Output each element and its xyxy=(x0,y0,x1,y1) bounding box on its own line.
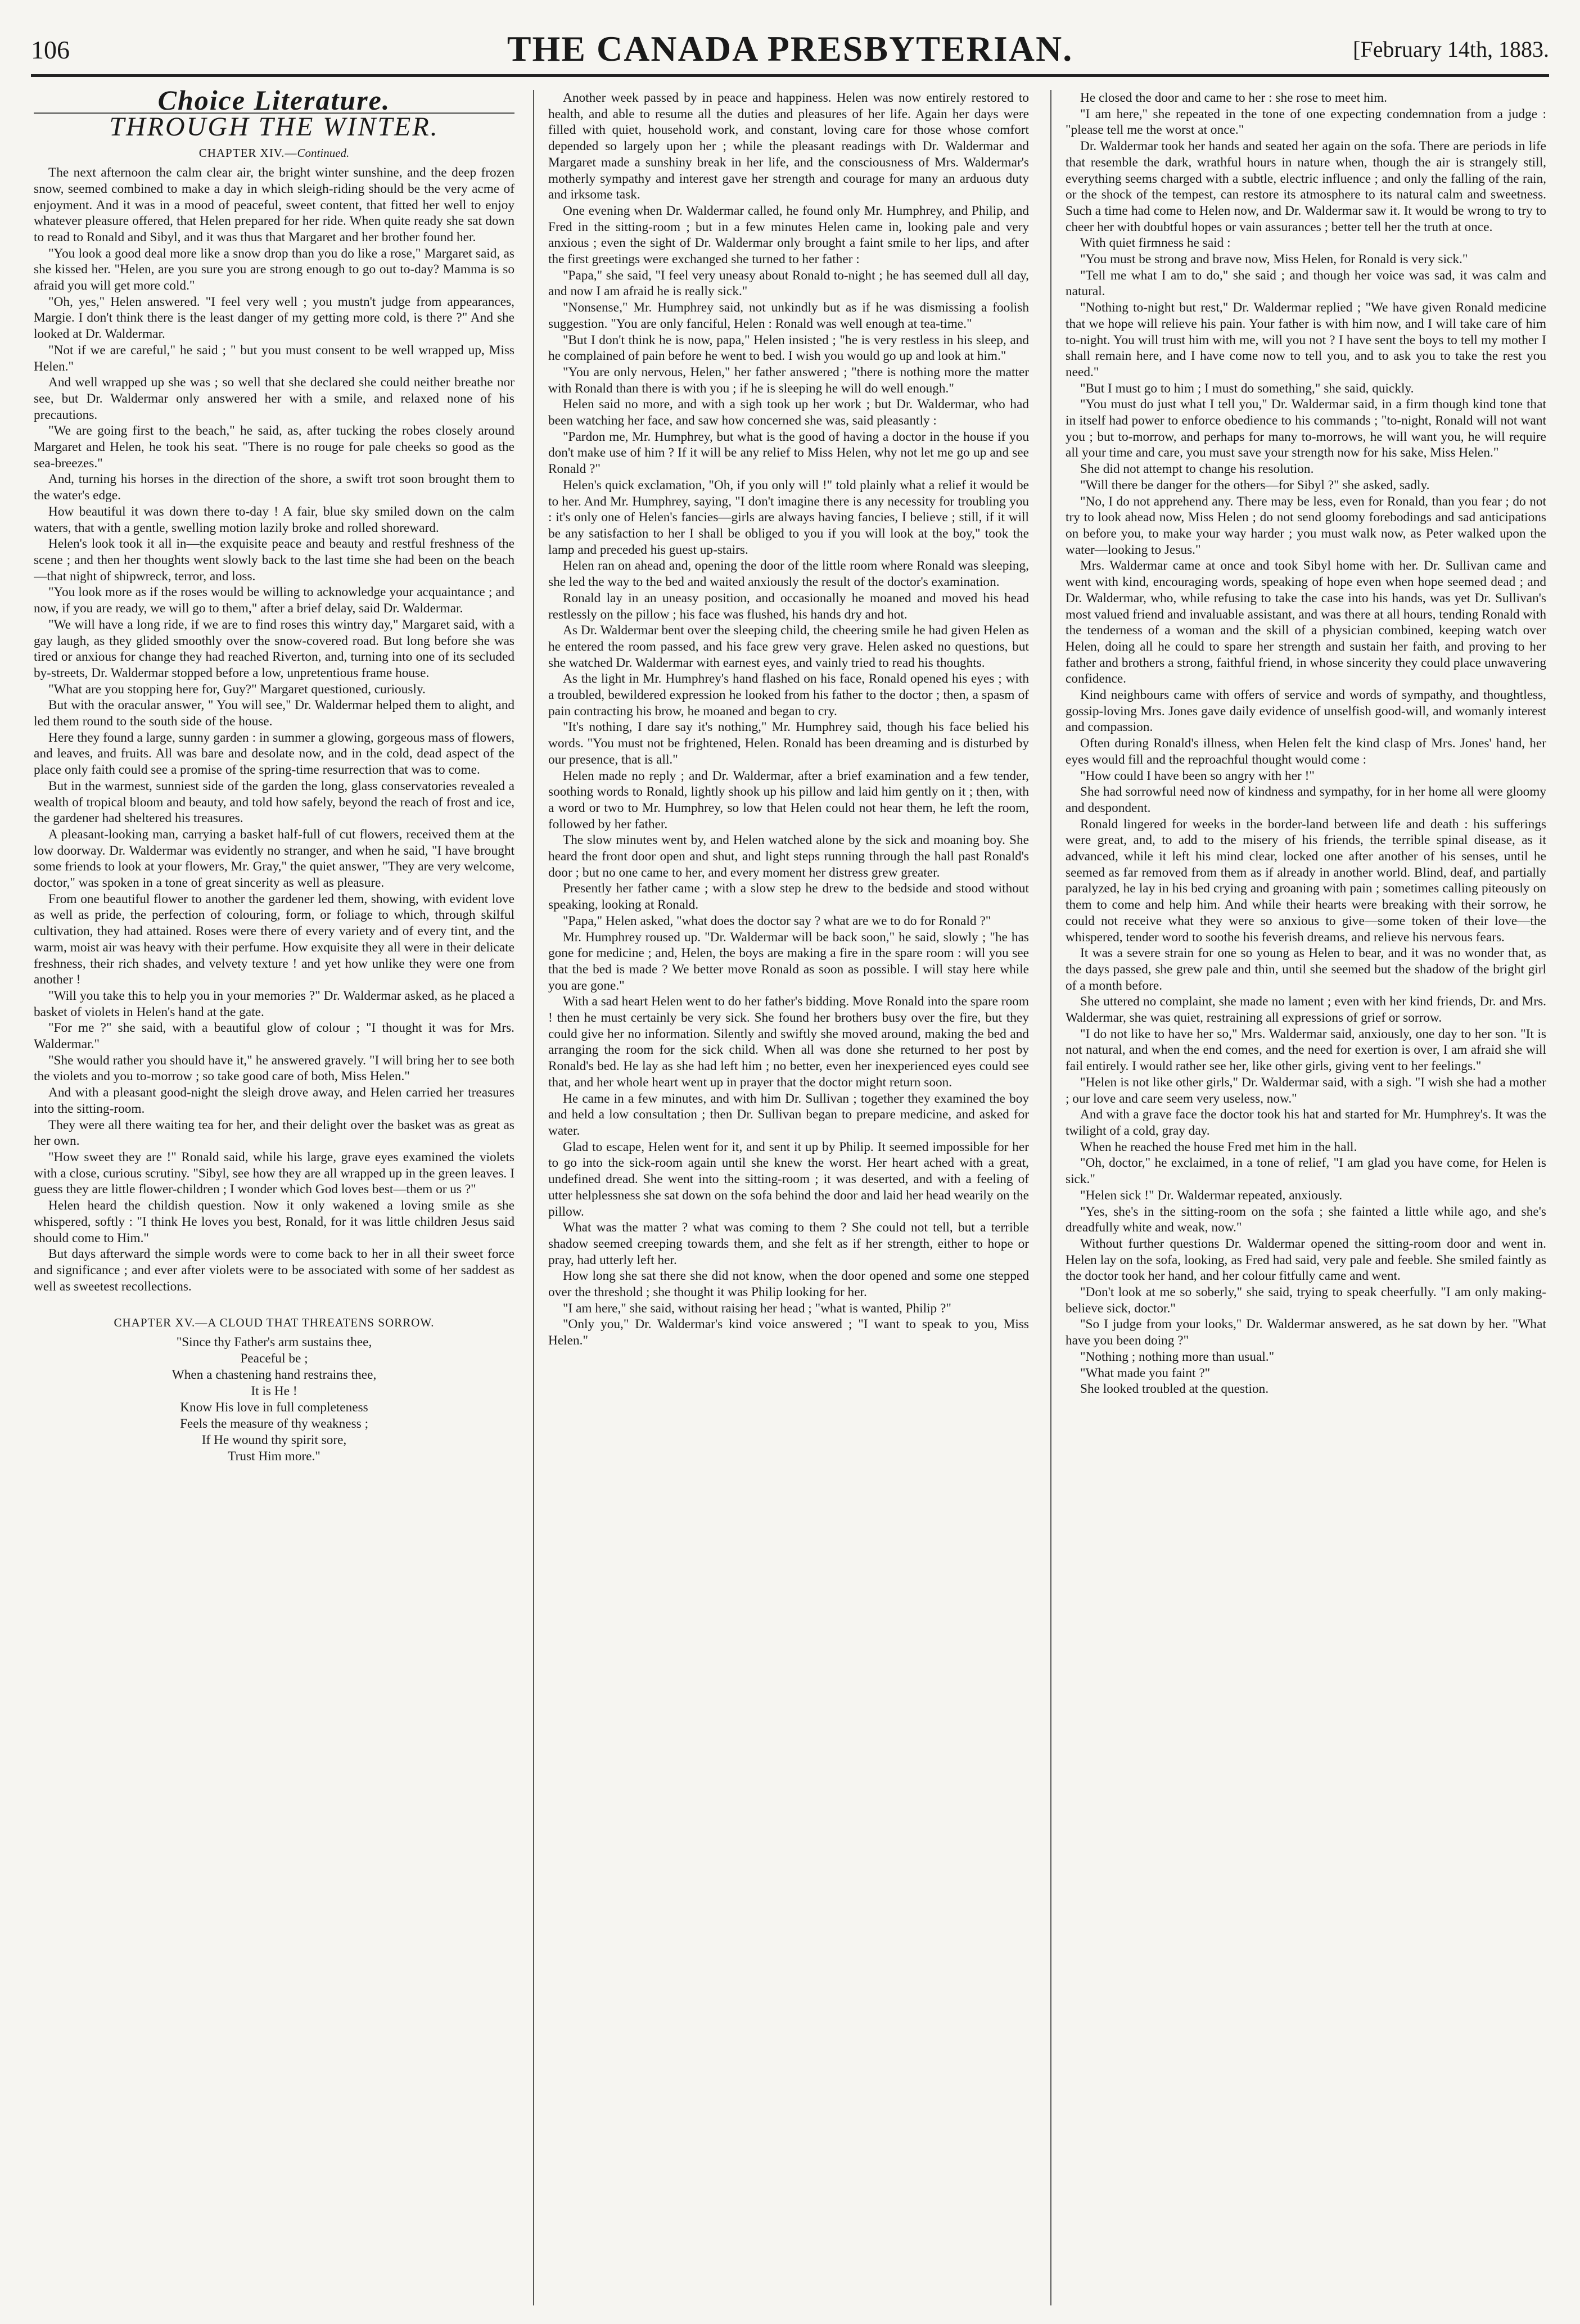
paragraph: Helen's look took it all in—the exquisite peace and beauty and restful freshness of the scene ; and then her thoughts went slowly back to the last time she had been on the beach—that night of shipwreck, terror, and loss. xyxy=(34,536,514,584)
paragraph: She looked troubled at the question. xyxy=(1080,1382,1269,1397)
paragraph: Ronald lay in an uneasy position, and occasionally he moaned and moved his head restlessly on the pillow ; his face was flushed, his hands dry and hot. xyxy=(548,590,1029,622)
paragraph: It was a severe strain for one so young as Helen to bear, and it was no wonder that, as the days passed, she grew pale and thin, until she seemed but the shadow of the bright girl of a month before. xyxy=(1066,946,1546,993)
paragraph: "You are only nervous, Helen," her father answered ; "there is nothing more the matter with Ronald than there is with you ; if he is sleeping he will do well enough." xyxy=(548,364,1029,396)
paragraph: "It's nothing, I dare say it's nothing," Mr. Humphrey said, though his face belied his words. "You must not be frightened, Helen. Ronald has been dreaming and is disturbed by our presence, that is all." xyxy=(548,720,1029,767)
paragraph: Helen heard the childish question. Now it only wakened a loving smile as she whispered, softly : "I think He loves you best, Ronald, for it was little children Jesus said should come to Him." xyxy=(34,1198,514,1246)
paragraph: She uttered no complaint, she made no lament ; even with her kind friends, Dr. and Mrs. Waldermar, she was quiet, restraining all expressions of grief or sorrow. xyxy=(1066,994,1546,1026)
story-title: THROUGH THE WINTER. xyxy=(109,111,439,142)
paragraph: "Not if we are careful," he said ; " but you must consent to be well wrapped up, Miss Helen." xyxy=(34,342,514,374)
paragraph: Often during Ronald's illness, when Helen felt the kind clasp of Mrs. Jones' hand, her eyes would fill and the reproachful thought would come : xyxy=(1066,736,1546,767)
paragraph: With quiet firmness he said : xyxy=(1080,236,1231,251)
paragraph: "We are going first to the beach," he said, as, after tucking the robes closely around Margaret and Helen, he took his seat. "There is no rouge for pale cheeks so good as the sea-breezes." xyxy=(34,423,514,471)
paragraph: What was the matter ? what was coming to them ? She could not tell, but a terrible shadow seemed creeping towards them, and she felt as if her strength, either to hope or pray, had utterly left her. xyxy=(548,1220,1029,1267)
paragraph: "Papa," Helen asked, "what does the doctor say ? what are we to do for Ronald ?" xyxy=(563,913,991,928)
column-2 xyxy=(548,90,1029,2305)
paragraph: When he reached the house Fred met him in the hall. xyxy=(1080,1139,1357,1154)
paragraph: "Oh, yes," Helen answered. "I feel very well ; you mustn't judge from appearances, Margie. I don't think there is the least danger of my getting more cold, is there ?" And she looked at Dr. Waldermar. xyxy=(34,294,514,342)
poem-line: It is He ! xyxy=(251,1384,297,1399)
masthead: THE CANADA PRESBYTERIAN. xyxy=(507,29,1073,69)
poem-line: Feels the measure of thy weakness ; xyxy=(179,1416,369,1432)
paragraph: And well wrapped up she was ; so well that she declared she could neither breathe nor see, but Dr. Waldermar only answered her with a smile, and relaxed none of his precautions. xyxy=(34,375,514,422)
paragraph: Glad to escape, Helen went for it, and sent it up by Philip. It seemed impossible for her to go into the sick-room again until she knew the worst. Her heart ached with a great, undefined dread. She went into the sitting-room ; it was deserted, and with a feeling of utter helplessness she sat down on the sofa behind the door and laid her head wearily on the pillow. xyxy=(548,1139,1029,1219)
paragraph: "How sweet they are !" Ronald said, while his large, grave eyes examined the violets with a close, curious scrutiny. "Sibyl, see how they are all wrapped up in the green leaves. I guess they are little flower-children ; I wonder which God loves best—them or us ?" xyxy=(34,1150,514,1197)
paragraph: "Yes, she's in the sitting-room on the sofa ; she fainted a little while ago, and she's dreadfully white and weak, now." xyxy=(1066,1204,1546,1235)
paragraph: The next afternoon the calm clear air, the bright winter sunshine, and the deep frozen snow, seemed combined to make a day in which sleigh-riding should be the very acme of enjoyment. And it was in a mood of peaceful, sweet content, that fitted her well to enjoy whatever pleasure offered, that Helen prepared for her ride. When quite ready she sat down to read to Ronald and Sibyl, and it was thus that Margaret and her brother found her. xyxy=(34,165,514,245)
column-3 xyxy=(1066,90,1546,2305)
section-title: Choice Literature. xyxy=(34,92,514,114)
column-3-body xyxy=(1066,90,1546,1397)
paragraph: As the light in Mr. Humphrey's hand flashed on his face, Ronald opened his eyes ; with a troubled, bewildered expression he looked from his father to the doctor ; then, a spasm of pain contracting his brow, he moaned and began to cry. xyxy=(548,671,1029,719)
paragraph: "How could I have been so angry with her !" xyxy=(1080,768,1315,783)
paragraph: "Only you," Dr. Waldermar's kind voice answered ; "I want to speak to you, Miss Helen." xyxy=(548,1317,1029,1348)
paragraph: As Dr. Waldermar bent over the sleeping child, the cheering smile he had given Helen as he entered the room passed, and his face grew very grave. Helen asked no questions, but she watched Dr. Waldermar with earnest eyes, and vainly tried to read his thoughts. xyxy=(548,623,1029,670)
paragraph: "Oh, doctor," he exclaimed, in a tone of relief, "I am glad you have come, for Helen is sick." xyxy=(1066,1156,1546,1187)
paragraph: Presently her father came ; with a slow step he drew to the bedside and stood without speaking, looking at Ronald. xyxy=(548,881,1029,913)
paragraph: "But I don't think he is now, papa," Helen insisted ; "he is very restless in his sleep, and he complained of pain before he went to bed. I wish you would go up and look at him." xyxy=(548,332,1029,364)
paragraph: "Will you take this to help you in your memories ?" Dr. Waldermar asked, as he placed a basket of violets in Helen's hand at the gate. xyxy=(34,988,514,1019)
paragraph: "She would rather you should have it," he answered gravely. "I will bring her to see both the violets and you to-morrow ; so take good care of both, Miss Helen." xyxy=(34,1053,514,1084)
paragraph: How beautiful it was down there to-day ! A fair, blue sky smiled down on the calm waters, that with a gentle, swelling motion lazily broke and rolled shoreward. xyxy=(34,504,514,535)
chapter-heading xyxy=(34,145,514,161)
paragraph: And with a pleasant good-night the sleigh drove away, and Helen carried her treasures into the sitting-room. xyxy=(34,1085,514,1116)
paragraph: "You look a good deal more like a snow drop than you do like a rose," Margaret said, as she kissed her. "Helen, are you sure you are strong enough to go out to-day? Mamma is so afraid you will get more cold." xyxy=(34,246,514,294)
paragraph: Mr. Humphrey roused up. "Dr. Waldermar will be back soon," he said, slowly ; "he has gone for medicine ; and, Helen, the boys are making a fire in the spare room : will you see that the bed is made ? We better move Ronald as soon as possible. I will stay here while you are gone." xyxy=(548,929,1029,993)
paragraph: Kind neighbours came with offers of service and words of sympathy, and thoughtless, gossip-loving Mrs. Jones gave daily evidence of unselfish good-will, and womanly interest and compassion. xyxy=(1066,688,1546,735)
paragraph: "Helen sick !" Dr. Waldermar repeated, anxiously. xyxy=(1080,1188,1343,1203)
paragraph: She did not attempt to change his resolution. xyxy=(1080,462,1314,477)
paragraph: "You must do just what I tell you," Dr. Waldermar said, in a firm though kind tone that in itself had power to enforce obedience to his commands ; "to-night, Ronald will not want you ; but to-morrow, and perhaps for many to-morrows, he will want you, he will require all your time and care, you must save your strength now for his sake, Miss Helen." xyxy=(1066,397,1546,461)
paragraph: From one beautiful flower to another the gardener led them, showing, with evident love as well as pride, the perfection of colouring, form, or foliage to which, through skilful cultivation, they had attained. Roses were there of every variety and of every tint, and the warm, moist air was heavy with their perfume. How exquisite they all were in their delicate freshness, their rich shades, and velvety texture ! and yet how unlike they were one from another ! xyxy=(34,891,514,987)
paragraph: "Tell me what I am to do," she said ; and though her voice was sad, it was calm and natural. xyxy=(1066,268,1546,299)
column-1 xyxy=(34,90,514,2305)
paragraph: "Papa," she said, "I feel very uneasy about Ronald to-night ; he has seemed dull all day, and now I am afraid he is really sick." xyxy=(548,268,1029,299)
paragraph: Here they found a large, sunny garden : in summer a glowing, gorgeous mass of flowers, and leaves, and fruits. All was bare and desolate now, and in the cold, dead aspect of the place only faith could see a promise of the spring-time resurrection that was to come. xyxy=(34,730,514,778)
paragraph: But in the warmest, sunniest side of the garden the long, glass conservatories revealed a wealth of tropical bloom and beauty, and told how safely, beyond the reach of frost and ice, the gardener had sheltered his treasures. xyxy=(34,778,514,826)
column-rule xyxy=(1050,90,1051,2305)
paragraph: "I am here," she said, without raising her head ; "what is wanted, Philip ?" xyxy=(563,1301,951,1316)
paragraph: "Nothing to-night but rest," Dr. Waldermar replied ; "We have given Ronald medicine that we hope will relieve his pain. Your father is with him now, and I will take care of him to-night. You will trust him with me, will you not ? I have sent the boys to tell my mother I shall remain here, and I have come now to tell you, and to ask you to take the rest you need." xyxy=(1066,300,1546,380)
page-header xyxy=(31,24,1549,77)
paragraph: They were all there waiting tea for her, and their delight over the basket was as great as her own. xyxy=(34,1117,514,1149)
poem-line: Peaceful be ; xyxy=(240,1351,308,1366)
chapter-label: CHAPTER XIV.— xyxy=(198,146,297,160)
issue-date: [February 14th, 1883. xyxy=(1353,37,1549,62)
paragraph: A pleasant-looking man, carrying a basket half-full of cut flowers, received them at the low doorway. Dr. Waldermar was evidently no stranger, and when he said, "I have brought some friends to look at your flowers, Mr. Gray," the quiet answer, "They are very welcome, doctor," was spoken in a tone of great sincerity as well as pleasure. xyxy=(34,827,514,891)
paragraph: "What made you faint ?" xyxy=(1080,1365,1211,1380)
paragraph: But days afterward the simple words were to come back to her in all their sweet force and significance ; and ever after violets were to be associated with some of her saddest as well as sweetest recollections. xyxy=(34,1247,514,1294)
paragraph: Helen ran on ahead and, opening the door of the little room where Ronald was sleeping, she led the way to the bed and waited anxiously the result of the doctor's examination. xyxy=(548,558,1029,590)
poem-line: "Since thy Father's arm sustains thee, xyxy=(176,1335,372,1350)
paragraph: How long she sat there she did not know, when the door opened and some one stepped over the threshold ; she thought it was Philip looking for her. xyxy=(548,1269,1029,1300)
paragraph: "Don't look at me so soberly," she said, trying to speak cheerfully. "I am only making-believe sick, doctor." xyxy=(1066,1285,1546,1316)
paragraph: The slow minutes went by, and Helen watched alone by the sick and moaning boy. She heard the front door open and shut, and light steps running through the hall past Ronald's door ; but no one came to her, and every moment her distress grew greater. xyxy=(548,833,1029,880)
paragraph: Mrs. Waldermar came at once and took Sibyl home with her. Dr. Sullivan came and went with kind, encouraging words, speaking of hope even when hope seemed dead ; and Dr. Waldermar, who, while refusing to take the case into his hands, was yet Dr. Sullivan's most valued friend and invaluable assistant, and was there at all hours, tending Ronald with the tenderness of a woman and the skill of a physician combined, keeping watch over Helen, doing all he could to spare her strength and sustain her faith, and proving to her father and brothers a strong, faithful friend, in whose sincerity they could place unwavering confidence. xyxy=(1066,558,1546,687)
paragraph: "What are you stopping here for, Guy?" Margaret questioned, curiously. xyxy=(48,682,426,697)
paragraph: With a sad heart Helen went to do her father's bidding. Move Ronald into the spare room ! then he must certainly be very sick. She found her brothers busy over the fire, but they could give her no information. Silently and swiftly she moved around, making the bed and arranging the room for the sick child. When all was done she returned to her post by Ronald's bed. He lay as she had left him ; no better, even her inexperienced eyes could see that, and her whole heart went up in prayer that the doctor might return soon. xyxy=(548,994,1029,1090)
paragraph: He came in a few minutes, and with him Dr. Sullivan ; together they examined the boy and held a low consultation ; then Dr. Sullivan began to prepare medicine, and asked for water. xyxy=(548,1091,1029,1138)
paragraph: "Helen is not like other girls," Dr. Waldermar said, with a sigh. "I wish she had a mother ; our love and care seem very useless, now." xyxy=(1066,1075,1546,1106)
paragraph: "Nothing ; nothing more than usual." xyxy=(1080,1349,1275,1364)
poem-line: When a chastening hand restrains thee, xyxy=(171,1368,377,1383)
poem-line: If He wound thy spirit sore, xyxy=(201,1433,347,1448)
paragraph: "You must be strong and brave now, Miss Helen, for Ronald is very sick." xyxy=(1080,252,1468,267)
paragraph: "For me ?" she said, with a beautiful glow of colour ; "I thought it was for Mrs. Waldermar." xyxy=(34,1021,514,1052)
paragraph: "But I must go to him ; I must do something," she said, quickly. xyxy=(1080,381,1414,396)
column-1-body xyxy=(34,165,514,1294)
paragraph: "Will there be danger for the others—for Sibyl ?" she asked, sadly. xyxy=(1080,477,1430,493)
poem xyxy=(34,1334,514,1465)
paragraph: One evening when Dr. Waldermar called, he found only Mr. Humphrey, and Philip, and Fred in the sitting-room ; but in a few minutes Helen came in, looking pale and very anxious ; even the sight of Dr. Waldermar only brought a faint smile to her lips, and after the first greetings were exchanged she turned to her father : xyxy=(548,203,1029,267)
chapter-continued: Continued. xyxy=(297,146,350,160)
paragraph: He closed the door and came to her : she rose to meet him. xyxy=(1080,91,1388,105)
paragraph: And, turning his horses in the direction of the shore, a swift trot soon brought them to the water's edge. xyxy=(34,472,514,503)
paragraph: "No, I do not apprehend any. There may be less, even for Ronald, than you fear ; do not try to look ahead now, Miss Helen ; do not send gloomy forebodings and sad anticipations on before you, to make your way harder ; you must walk now, as Peter walked upon the water—looking to Jesus." xyxy=(1066,494,1546,557)
paragraph: She had sorrowful need now of kindness and sympathy, for in her home all were gloomy and despondent. xyxy=(1066,784,1546,815)
paragraph: But with the oracular answer, " You will see," Dr. Waldermar helped them to alight, and led them round to the south side of the house. xyxy=(34,698,514,729)
paragraph: Ronald lingered for weeks in the border-land between life and death : his sufferings were great, and, to add to the misery of his friends, the terrible spinal disease, as it advanced, while it left his mind clear, locked one after another of his senses, until he seemed as far removed from them as if already in another world. Blind, deaf, and partially paralyzed, he lay in his bed crying and groaning with pain ; sometimes calling piteously on them to come and help him. And while their hearts were breaking with their sorrow, he could not receive what they were so anxious to give—some token of their love—the whispered, tender word to soothe his feverish dreams, and relieve his nervous fears. xyxy=(1066,816,1546,945)
paragraph: Without further questions Dr. Waldermar opened the sitting-room door and went in. Helen lay on the sofa, looking, as Fred had said, very pale and feeble. She smiled faintly as the doctor took her hand, and her colour fitfully came and went. xyxy=(1066,1236,1546,1284)
poem-line: Trust Him more." xyxy=(228,1449,320,1464)
page-number: 106 xyxy=(31,35,70,64)
paragraph: "We will have a long ride, if we are to find roses this wintry day," Margaret said, with a gay laugh, as they glided smoothly over the snow-covered road. But long before she was tired or anxious for change they had reached Riverton, and, turning into one of its secluded by-streets, Dr. Waldermar stopped before a low, unpretentious frame house. xyxy=(34,617,514,680)
paragraph: "Pardon me, Mr. Humphrey, but what is the good of having a doctor in the house if you don't make use of him ? If it will be any relief to Miss Helen, why not let me go up and see Ronald ?" xyxy=(548,429,1029,477)
paragraph: Dr. Waldermar took her hands and seated her again on the sofa. There are periods in life that resemble the dark, wrathful hours in nature when, though the air is strangely still, everything seems charged with a subtle, electric influence ; and only the falling of the rain, or the shock of the tempest, can restore its atmosphere to its natural calm and sweetness. Such a time had come to Helen now, and Dr. Waldermar saw it. It would be wrong to try to cheer her with doubtful hopes or vain assurances ; better tell her the truth at once. xyxy=(1066,139,1546,234)
chapter-heading: CHAPTER XV.—A CLOUD THAT THREATENS SORROW. xyxy=(114,1316,435,1330)
paragraph: Helen's quick exclamation, "Oh, if you only will !" told plainly what a relief it would be to her. And Mr. Humphrey, saying, "I don't imagine there is any necessity for troubling you : it's only one of Helen's fancies—girls are always having fancies, I believe ; still, if it will be any satisfaction to her I shall be obliged to you if you will look at the boy," took the lamp and preceded his guest up-stairs. xyxy=(548,477,1029,557)
paragraph: "So I judge from your looks," Dr. Waldermar answered, as he sat down by her. "What have you been doing ?" xyxy=(1066,1317,1546,1348)
paragraph: Helen said no more, and with a sigh took up her work ; but Dr. Waldermar, who had been watching her face, and saw how concerned she was, said pleasantly : xyxy=(548,397,1029,428)
paragraph: "I am here," she repeated in the tone of one expecting condemnation from a judge : "please tell me the worst at once." xyxy=(1066,106,1546,138)
column-rule xyxy=(533,90,534,2305)
paragraph: "I do not like to have her so," Mrs. Waldermar said, anxiously, one day to her son. "It is not natural, and when the end comes, and the need for exertion is over, I am afraid she will fail entirely. I would rather see her, like other girls, giving vent to her feelings." xyxy=(1066,1026,1546,1074)
paragraph: Helen made no reply ; and Dr. Waldermar, after a brief examination and a few tender, soothing words to Ronald, lightly shook up his pillow and laid him gently on it ; then, with a word or two to Mr. Humphrey, so low that Helen could not hear them, he left the room, followed by her father. xyxy=(548,768,1029,832)
poem-line: Know His love in full completeness xyxy=(180,1400,368,1415)
column-2-body xyxy=(548,90,1029,1349)
paragraph: "Nonsense," Mr. Humphrey said, not unkindly but as if he was dismissing a foolish suggestion. "You are only fanciful, Helen : Ronald was well enough at tea-time." xyxy=(548,300,1029,331)
paragraph: "You look more as if the roses would be willing to acknowledge your acquaintance ; and now, if you are ready, we will go to them," after a brief delay, said Dr. Waldermar. xyxy=(34,585,514,616)
spacer xyxy=(34,1294,514,1311)
paragraph: And with a grave face the doctor took his hat and started for Mr. Humphrey's. It was the twilight of a cold, gray day. xyxy=(1066,1107,1546,1138)
paragraph: Another week passed by in peace and happiness. Helen was now entirely restored to health, and able to resume all the duties and pleasures of her life. Again her days were filled with quiet, household work, and constant, loving care for those whose comfort depended so largely upon her ; while the pleasant readings with Dr. Waldermar and Margaret made a sunshiny break in her life, and the consciousness of Mrs. Waldermar's motherly sympathy and interest gave her strength and courage for many an arduous duty and irksome task. xyxy=(548,91,1029,202)
